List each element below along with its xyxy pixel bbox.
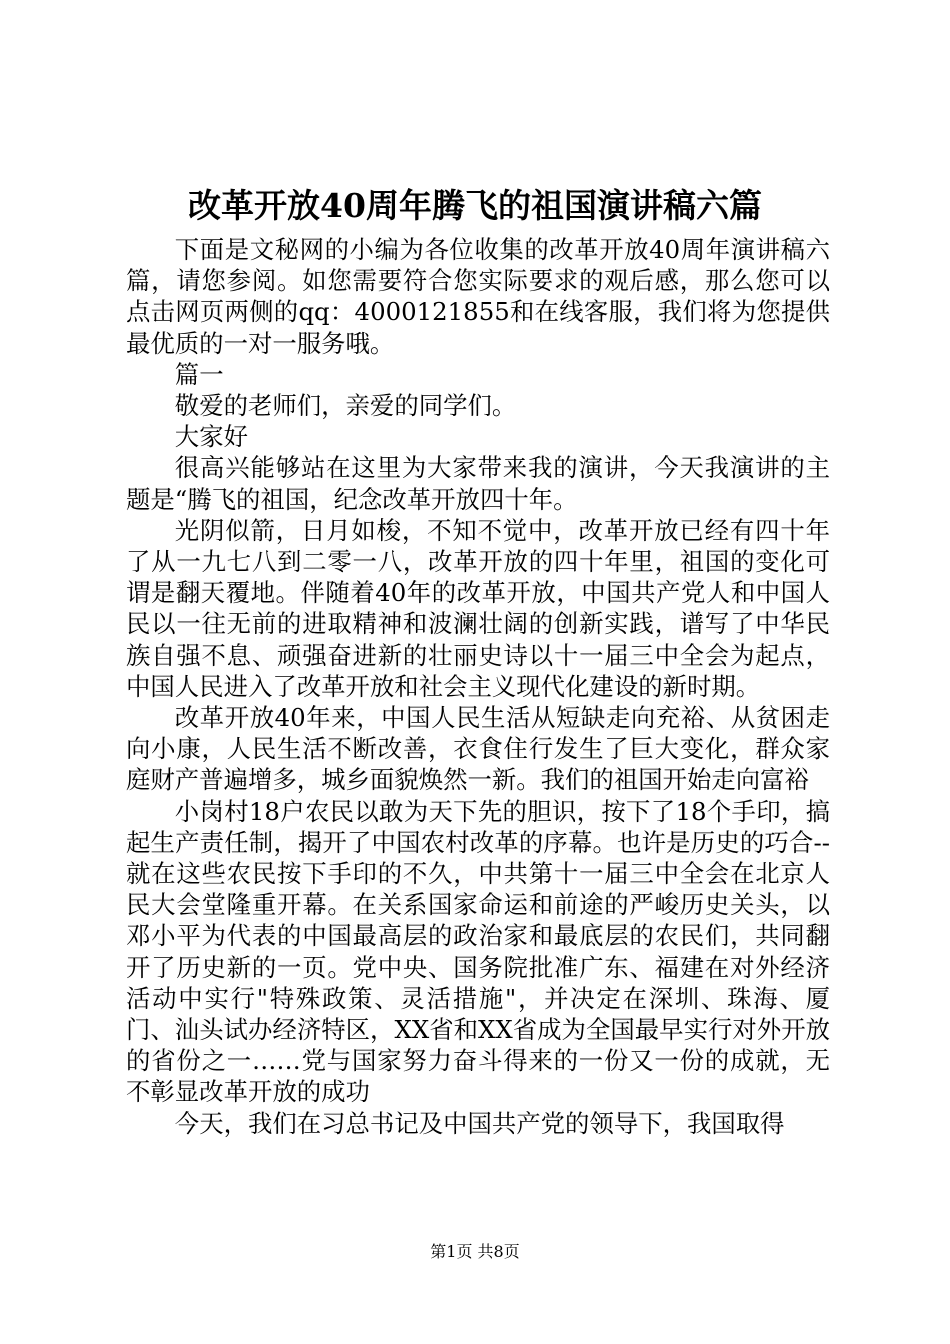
document-body: [126, 234, 830, 1139]
paragraph-section-label: 篇一: [174, 359, 224, 389]
paragraph-intro: 下面是文秘网的小编为各位收集的改革开放40周年演讲稿六篇，请您参阅。如您需要符合您实际要求的观后感，那么您可以点击网页两侧的qq：4000121855和在线客服，我们将为您提供最优质的一对一服务哦。: [126, 235, 830, 358]
paragraph-history: 光阴似箭，日月如梭，不知不觉中，改革开放已经有四十年了从一九七八到二零一八，改革开放的四十年里，祖国的变化可谓是翻天覆地。伴随着40年的改革开放，中国共产党人和中国人民以一往无前的进取精神和波澜壮阔的创新实践，谱写了中华民族自强不息、顽强奋进新的壮丽史诗以十一届三中全会为起点，中国人民进入了改革开放和社会主义现代化建设的新时期。: [126, 515, 830, 701]
page-number-footer: 第1页 共8页: [430, 1242, 520, 1261]
paragraph-greeting: 大家好: [174, 422, 248, 452]
document-title: 改革开放40周年腾飞的祖国演讲稿六篇: [188, 186, 762, 225]
paragraph-topic: 很高兴能够站在这里为大家带来我的演讲，今天我演讲的主题是“腾飞的祖国，纪念改革开放四十年。: [126, 453, 830, 514]
paragraph-salutation: 敬爱的老师们，亲爱的同学们。: [174, 391, 517, 421]
paragraph-xiaogang: 小岗村18户农民以敢为天下先的胆识，按下了18个手印，搞起生产责任制，揭开了中国农村改革的序幕。也许是历史的巧合--就在这些农民按下手印的不久，中共第十一届三中全会在北京人民大会堂隆重开幕。在关系国家命运和前途的严峻历史关头，以邓小平为代表的中国最高层的政治家和最底层的农民们，共同翻开了历史新的一页。党中央、国务院批准广东、福建在对外经济活动中实行"特殊政策、灵活措施"，并决定在深圳、珠海、厦门、汕头试办经济特区，XX省和XX省成为全国最早实行对外开放的省份之一……党与国家努力奋斗得来的一份又一份的成就，无不彰显改革开放的成功: [126, 796, 830, 1107]
paragraph-today: 今天，我们在习总书记及中国共产党的领导下，我国取得: [174, 1108, 785, 1138]
paragraph-livelihood: 改革开放40年来，中国人民生活从短缺走向充裕、从贫困走向小康，人民生活不断改善，衣食住行发生了巨大变化，群众家庭财产普遍增多，城乡面貌焕然一新。我们的祖国开始走向富裕: [126, 703, 830, 795]
